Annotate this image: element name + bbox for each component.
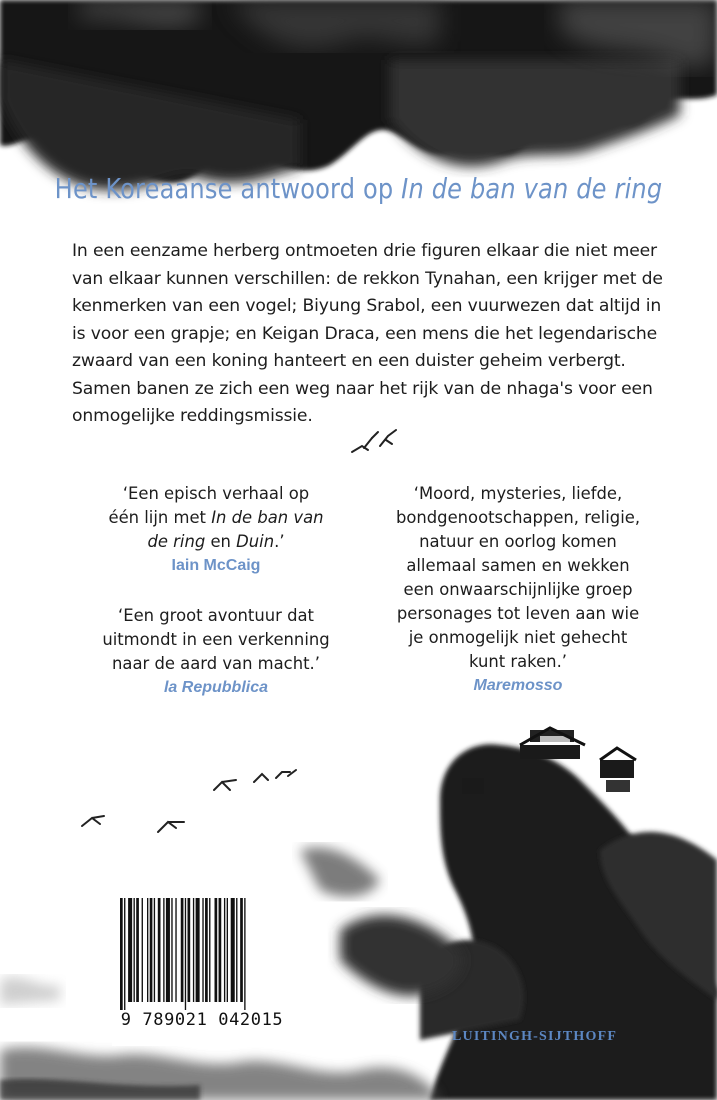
blurb-line: Samen banen ze zich een weg naar het rijk van de nhaga's voor een xyxy=(72,378,653,399)
quote-source: Maremosso xyxy=(473,677,563,694)
barcode-bar xyxy=(244,898,245,1010)
review-quote-3 xyxy=(388,482,648,698)
tagline-title: In de ban van de ring xyxy=(401,172,663,205)
barcode-bar xyxy=(224,898,225,1002)
barcode-bar xyxy=(193,898,194,1002)
birds-left xyxy=(82,770,296,832)
barcode-bar xyxy=(185,898,186,1010)
barcode-bar xyxy=(202,898,203,1002)
blurb-line: In een eenzame herberg ontmoeten drie figuren elkaar die niet meer xyxy=(72,241,657,261)
barcode-bar xyxy=(120,898,123,1010)
barcode-bar xyxy=(124,898,125,1010)
barcode-bar xyxy=(134,898,135,1002)
quote-line: een onwaarschijnlijke groep xyxy=(403,580,633,599)
quote-line: allemaal samen en wekken xyxy=(406,556,630,575)
top-ink-clouds xyxy=(0,0,717,190)
barcode-bar xyxy=(142,898,143,1002)
review-quote-1 xyxy=(96,482,336,578)
quote-title: In de ban van xyxy=(211,508,324,527)
quote-line: bondgenootschappen, religie, xyxy=(395,508,641,527)
barcode-bar xyxy=(209,898,210,1002)
quote-line: naar de aard van macht.’ xyxy=(112,654,320,673)
quote-title: de ring xyxy=(147,532,206,551)
barcode-bar xyxy=(205,898,208,1002)
barcode-bar xyxy=(227,898,228,1002)
blurb xyxy=(72,238,672,431)
quote-line: en xyxy=(205,532,237,551)
quote-line: personages tot leven aan wie xyxy=(396,604,640,623)
barcode-bars xyxy=(120,898,282,1010)
quote-line: uitmondt in een verkenning xyxy=(102,630,330,649)
barcode-bar xyxy=(236,898,237,1002)
blurb-line: zwaard van een koning hanteert en een duister geheim verbergt. xyxy=(72,351,626,371)
blurb-line: kenmerken van een vogel; Biyung Srabol, een vuurwezen dat altijd in xyxy=(72,296,662,316)
barcode-bar xyxy=(166,898,170,1002)
barcode-bar xyxy=(196,898,200,1002)
blurb-line: is voor een grapje; en Keigan Draca, een mens die het legendarische xyxy=(72,323,658,344)
barcode xyxy=(112,892,290,1046)
tagline-main: Het Koreaanse antwoord op xyxy=(54,172,402,205)
barcode-bar xyxy=(171,898,172,1002)
quote-line: je onmogelijk niet gehecht xyxy=(408,628,628,647)
birds-center xyxy=(352,430,396,452)
tagline xyxy=(50,172,667,205)
quote-source: Iain McCaig xyxy=(171,557,261,574)
quote-line: één lijn met xyxy=(108,508,212,527)
publisher-logo: LUITINGH-SIJTHOFF xyxy=(452,1029,618,1044)
quote-line: .’ xyxy=(274,532,285,551)
quote-title: Duin xyxy=(236,532,275,551)
barcode-bar xyxy=(136,898,139,1002)
barcode-bar xyxy=(188,898,191,1002)
quote-source: la Repubblica xyxy=(163,679,269,696)
quote-line: kunt raken.’ xyxy=(469,652,567,671)
barcode-bar xyxy=(128,898,132,1002)
barcode-bar xyxy=(163,898,164,1002)
isbn-number: 9 789021 042015 xyxy=(120,1010,284,1030)
barcode-bar xyxy=(150,898,153,1002)
blurb-line: van elkaar kunnen verschillen: de rekkon Tynahan, een krijger met de xyxy=(72,268,663,289)
barcode-bar xyxy=(147,898,148,1002)
barcode-bar xyxy=(219,898,222,1002)
barcode-bar xyxy=(240,898,243,1002)
quote-line: natuur en oorlog komen xyxy=(419,532,617,551)
quote-line: ‘Een episch verhaal op xyxy=(122,484,310,503)
review-quote-2 xyxy=(96,604,336,700)
barcode-bar xyxy=(181,898,184,1002)
quote-line: ‘Moord, mysteries, liefde, xyxy=(413,484,623,503)
barcode-bar xyxy=(215,898,218,1002)
quote-line: ‘Een groot avontuur dat xyxy=(118,606,314,625)
barcode-bar xyxy=(158,898,161,1002)
barcode-bar xyxy=(175,898,176,1002)
barcode-bar xyxy=(154,898,155,1002)
barcode-bar xyxy=(231,898,235,1002)
blurb-line: onmogelijke reddingsmissie. xyxy=(72,406,313,426)
